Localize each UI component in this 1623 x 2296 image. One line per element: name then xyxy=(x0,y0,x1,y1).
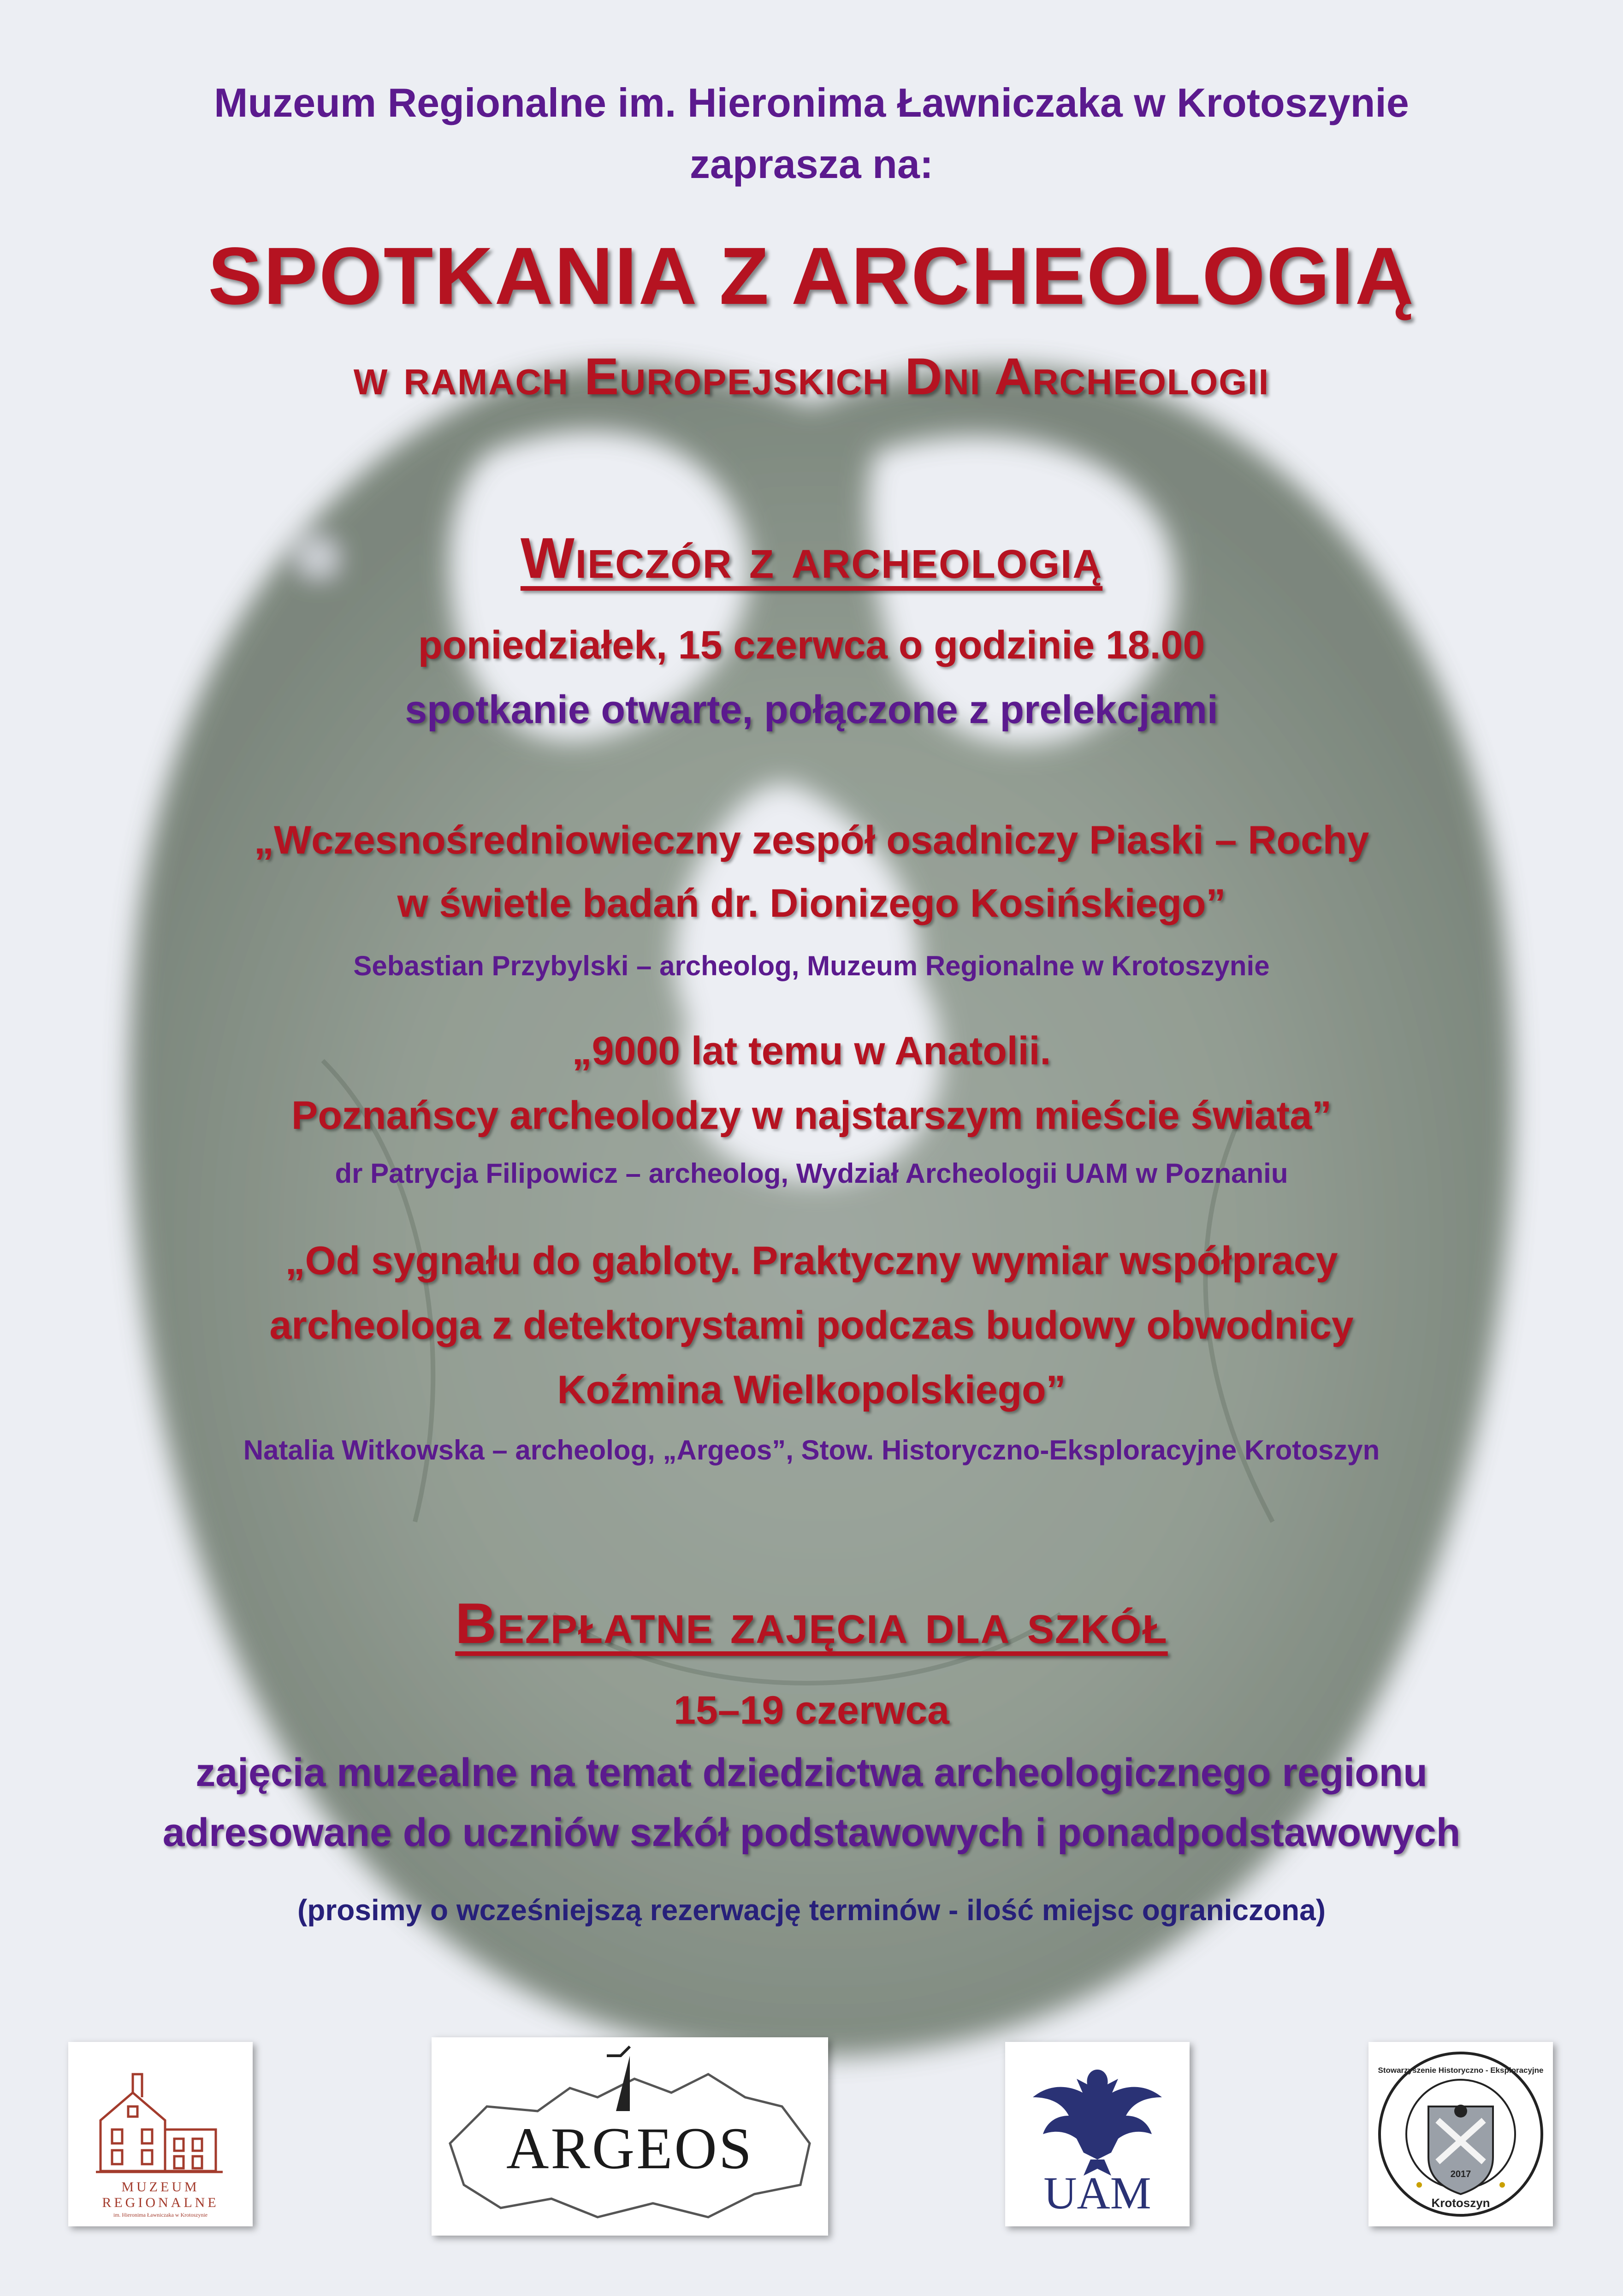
lecture-3-title-line-1: „Od sygnału do gabloty. Praktyczny wymiar współpracy xyxy=(285,1239,1338,1283)
event-subtitle: w ramach Europejskich Dni Archeologii xyxy=(353,348,1270,405)
museum-logo-line-2: REGIONALNE xyxy=(102,2195,219,2210)
evening-description: spotkanie otwarte, połączone z prelekcjami xyxy=(405,688,1218,732)
lecture-1-title-line-1: „Wczesnośredniowieczny zespół osadniczy Piaski – Rochy xyxy=(254,818,1369,862)
society-year: 2017 xyxy=(1450,2169,1471,2179)
section-heading-evening: Wieczór z archeologią xyxy=(520,527,1103,590)
lecture-2-speaker: dr Patrycja Filipowicz – archeolog, Wydział Archeologii UAM w Poznaniu xyxy=(335,1158,1288,1189)
schools-dates: 15–19 czerwca xyxy=(674,1688,949,1732)
lecture-3-title-line-2: archeologa z detektorystami podczas budowy obwodnicy xyxy=(269,1303,1354,1347)
evening-date: poniedziałek, 15 czerwca o godzinie 18.00 xyxy=(418,623,1205,667)
invite-line: zaprasza na: xyxy=(689,141,934,187)
schools-line-1: zajęcia muzealne na temat dziedzictwa archeologicznego regionu xyxy=(195,1750,1428,1795)
lecture-2-title-line-2: Poznańscy archeolodzy w najstarszym mieście świata” xyxy=(291,1093,1332,1138)
museum-logo-line-3: im. Hieronima Ławniczaka w Krotoszynie xyxy=(113,2212,208,2218)
lecture-1-speaker: Sebastian Przybylski – archeolog, Muzeum Regionalne w Krotoszynie xyxy=(353,950,1270,981)
uam-logo xyxy=(1005,2042,1190,2226)
lecture-2-title-line-1: „9000 lat temu w Anatolii. xyxy=(572,1029,1051,1073)
museum-logo xyxy=(68,2042,253,2226)
lecture-3-speaker: Natalia Witkowska – archeolog, „Argeos”, Stow. Historyczno-Eksploracyjne Krotoszyn xyxy=(243,1435,1380,1465)
uam-logo-text: UAM xyxy=(1043,2167,1151,2219)
argeos-logo-text: ARGEOS xyxy=(506,2116,754,2181)
museum-logo-line-1: MUZEUM xyxy=(121,2179,200,2195)
society-logo xyxy=(1368,2042,1553,2226)
event-title: SPOTKANIA Z ARCHEOLOGIĄ xyxy=(208,231,1415,321)
organizer-line: Muzeum Regionalne im. Hieronima Ławniczaka w Krotoszynie xyxy=(214,80,1409,125)
reservation-note: (prosimy o wcześniejszą rezerwację terminów - ilość miejsc ograniczona) xyxy=(297,1893,1326,1927)
lecture-3-title-line-3: Koźmina Wielkopolskiego” xyxy=(557,1368,1066,1412)
lecture-1-title-line-2: w świetle badań dr. Dionizego Kosińskiego” xyxy=(397,881,1226,926)
schools-line-2: adresowane do uczniów szkół podstawowych i ponadpodstawowych xyxy=(162,1810,1461,1855)
argeos-logo xyxy=(432,2037,828,2236)
section-heading-schools: Bezpłatne zajęcia dla szkół xyxy=(455,1592,1168,1655)
society-city: Krotoszyn xyxy=(1431,2196,1490,2210)
society-ring-text: Stowarzyszenie Historyczno - Eksploracyjne xyxy=(1378,2066,1544,2075)
